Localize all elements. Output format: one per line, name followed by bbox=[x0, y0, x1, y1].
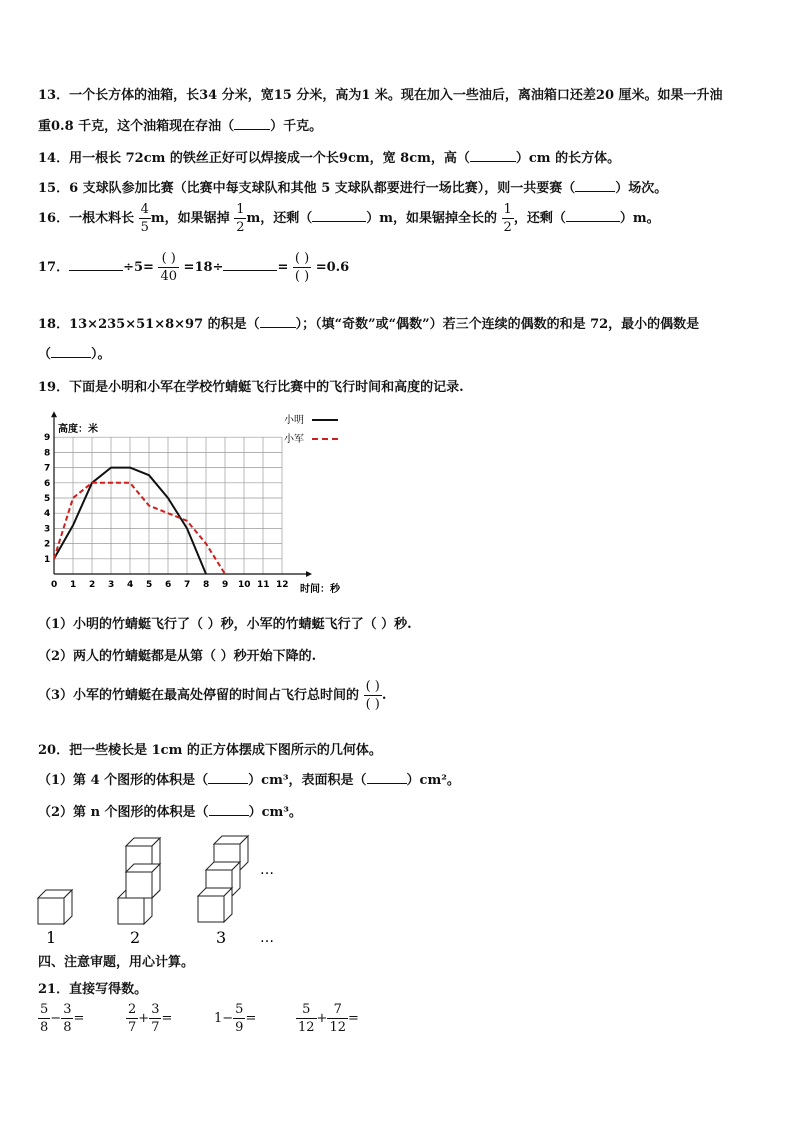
q20-sub1-text-b: ）cm³，表面积是（ bbox=[248, 773, 367, 788]
cube-figure-1 bbox=[38, 890, 72, 924]
q16-text-c: ，还剩（ bbox=[513, 211, 566, 226]
y-tick-label: 3 bbox=[44, 524, 51, 535]
ellipsis-bottom: … bbox=[260, 930, 274, 946]
q17-text-b: ÷5= bbox=[123, 260, 154, 275]
q20-answer-blank-1[interactable] bbox=[208, 771, 248, 784]
q18-answer-blank-2[interactable] bbox=[51, 345, 91, 358]
q13-answer-blank[interactable] bbox=[234, 117, 270, 130]
chart-lines bbox=[54, 468, 225, 574]
q20-sub1-text-c: ）cm²。 bbox=[406, 773, 460, 788]
q16-text-d: ）m。 bbox=[619, 211, 660, 226]
figure-label-3: 3 bbox=[216, 928, 227, 947]
y-tick-label: 9 bbox=[44, 433, 51, 444]
x-tick-label: 12 bbox=[276, 580, 289, 590]
q20-sub1 bbox=[38, 769, 460, 788]
flight-chart bbox=[34, 408, 354, 598]
x-tick-label: 3 bbox=[108, 580, 115, 590]
y-tick-label: 8 bbox=[44, 448, 51, 459]
q15-text-b: ）场次。 bbox=[615, 181, 668, 196]
chart-grid bbox=[54, 437, 282, 574]
y-tick-label: 7 bbox=[44, 463, 51, 474]
q20-answer-blank-2[interactable] bbox=[367, 771, 407, 784]
q16-text-a: 16．一根木料长 bbox=[38, 211, 135, 226]
q14-text-b: ）cm 的长方体。 bbox=[515, 151, 621, 166]
q20-sub2-text-a: （2）第 n 个图形的体积是（ bbox=[38, 805, 209, 820]
q16-fraction-2: $\frac{1}{2}$ bbox=[236, 202, 245, 235]
q20-sub2-text-b: ）cm³。 bbox=[248, 805, 302, 820]
q17-text-c: =18÷ bbox=[183, 260, 224, 275]
q20-answer-blank-3[interactable] bbox=[209, 803, 249, 816]
q17-text-d: = bbox=[277, 260, 289, 275]
q19-sub1: （1）小明的竹蜻蜓飞行了（ ）秒，小军的竹蜻蜓飞行了（ ）秒. bbox=[38, 617, 412, 632]
q18-text-d: ）。 bbox=[91, 347, 111, 362]
cube-figure-2 bbox=[118, 838, 160, 924]
q19-sub2: （2）两人的竹蜻蜓都是从第（ ）秒开始下降的. bbox=[38, 649, 317, 664]
x-axis-label: 时间：秒 bbox=[300, 584, 340, 595]
chart-ticks bbox=[44, 433, 289, 590]
cube-figures bbox=[34, 826, 294, 951]
q21-item-3: 1− $\frac{5}{9}$ = bbox=[214, 1002, 257, 1035]
q17-answer-blank-2[interactable] bbox=[223, 258, 277, 271]
q17-text-a: 17． bbox=[38, 260, 70, 275]
q16-answer-blank-1[interactable] bbox=[312, 209, 366, 222]
q18-text-c: （ bbox=[38, 347, 52, 362]
q19-intro: 19．下面是小明和小军在学校竹蜻蜓飞行比赛中的飞行时间和高度的记录. bbox=[38, 380, 464, 395]
q17 bbox=[38, 252, 349, 283]
ellipsis-top: … bbox=[260, 862, 274, 878]
x-tick-label: 7 bbox=[184, 580, 191, 590]
q20-sub2 bbox=[38, 801, 302, 820]
q16 bbox=[38, 203, 660, 234]
x-tick-label: 10 bbox=[238, 580, 251, 590]
q21-intro: 21．直接写得数。 bbox=[38, 982, 148, 997]
x-tick-label: 9 bbox=[222, 580, 229, 590]
q19-sub3-fraction: $\frac{( )}{( )}$ bbox=[365, 679, 380, 712]
q16-fraction-3: $\frac{1}{2}$ bbox=[503, 202, 512, 235]
q18-text-a: 18．13×235×51×8×97 的积是（ bbox=[38, 317, 260, 332]
q15 bbox=[38, 177, 667, 196]
x-tick-label: 0 bbox=[51, 580, 58, 590]
q15-answer-blank[interactable] bbox=[575, 179, 615, 192]
section-4-heading: 四、注意审题，用心计算。 bbox=[38, 955, 195, 970]
x-tick-label: 4 bbox=[127, 580, 134, 590]
y-axis-label: 高度：米 bbox=[58, 424, 98, 435]
q18-answer-blank-1[interactable] bbox=[260, 315, 296, 328]
q18-text-b: ）；（填“奇数”或“偶数”）若三个连续的偶数的和是 72，最小的偶数是 bbox=[295, 317, 700, 332]
q20-intro: 20．把一些棱长是 1cm 的正方体摆成下图所示的几何体。 bbox=[38, 743, 382, 758]
q19-sub3-end: . bbox=[381, 688, 387, 703]
x-tick-label: 2 bbox=[89, 580, 96, 590]
x-tick-label: 5 bbox=[146, 580, 153, 590]
q21-item-4: $\frac{5}{12}$ + $\frac{7}{12}$ = bbox=[298, 1002, 359, 1035]
legend-label-xiaojun: 小军 bbox=[284, 434, 304, 445]
q15-text-a: 15．6 支球队参加比赛（比赛中每支球队和其他 5 支球队都要进行一场比赛），则一共要赛（ bbox=[38, 181, 576, 196]
q18-line2 bbox=[38, 343, 111, 362]
y-tick-label: 2 bbox=[44, 539, 51, 550]
q21-items bbox=[38, 1003, 438, 1045]
figure-label-2: 2 bbox=[130, 928, 141, 947]
x-tick-label: 8 bbox=[203, 580, 210, 590]
q21-item-2: $\frac{2}{7}$ + $\frac{3}{7}$ = bbox=[128, 1002, 173, 1035]
legend-label-xiaoming: 小明 bbox=[284, 415, 304, 426]
q13-text-a: 重0.8 千克，这个油箱现在存油（ bbox=[38, 119, 235, 134]
x-tick-label: 6 bbox=[165, 580, 172, 590]
q18-line1 bbox=[38, 313, 699, 332]
q19-sub3-text: （3）小军的竹蜻蜓在最高处停留的时间占飞行总时间的 bbox=[38, 688, 360, 703]
y-tick-label: 6 bbox=[44, 478, 51, 489]
q19-sub3 bbox=[38, 680, 386, 711]
q16-text-b: ）m，如果锯掉全长的 bbox=[366, 211, 498, 226]
q17-answer-blank-1[interactable] bbox=[69, 258, 123, 271]
q14-answer-blank[interactable] bbox=[470, 149, 516, 162]
figure-label-1: 1 bbox=[46, 928, 57, 947]
q13-text-b: ）千克。 bbox=[270, 119, 323, 134]
q14-text-a: 14．用一根长 72cm 的铁丝正好可以焊接成一个长9cm，宽 8cm，高（ bbox=[38, 151, 470, 166]
cube-figure-3 bbox=[198, 826, 248, 922]
y-tick-label: 1 bbox=[44, 554, 51, 565]
q16-fraction-1: $\frac{4}{5}$ bbox=[140, 202, 149, 235]
x-tick-label: 11 bbox=[257, 580, 270, 590]
y-tick-label: 5 bbox=[44, 494, 51, 504]
q17-text-e: =0.6 bbox=[315, 260, 350, 275]
y-tick-label: 4 bbox=[44, 509, 51, 520]
q14 bbox=[38, 147, 620, 166]
q17-fraction-2: $\frac{( )}{( )}$ bbox=[294, 251, 310, 284]
x-tick-label: 1 bbox=[70, 580, 77, 590]
q13-line1: 13．一个长方体的油箱，长34 分米，宽15 分米，高为1 米。现在加入一些油后，离油箱口还差20 厘米。如果一升油 bbox=[38, 88, 723, 103]
x-axis-arrow bbox=[306, 571, 312, 577]
q16-answer-blank-2[interactable] bbox=[566, 209, 620, 222]
chart-axes bbox=[51, 411, 312, 577]
q20-sub1-text-a: （1）第 4 个图形的体积是（ bbox=[38, 773, 209, 788]
q13-line2 bbox=[38, 115, 322, 134]
chart-legend bbox=[284, 413, 342, 445]
y-axis-arrow bbox=[51, 411, 57, 417]
q16-text-u2: m，还剩（ bbox=[246, 211, 313, 226]
q17-fraction-1: $\frac{( )}{40}$ bbox=[160, 251, 178, 284]
q16-text-u1: m，如果锯掉 bbox=[150, 211, 230, 226]
q21-item-1: $\frac{5}{8}$ − $\frac{3}{8}$ = bbox=[40, 1002, 85, 1035]
